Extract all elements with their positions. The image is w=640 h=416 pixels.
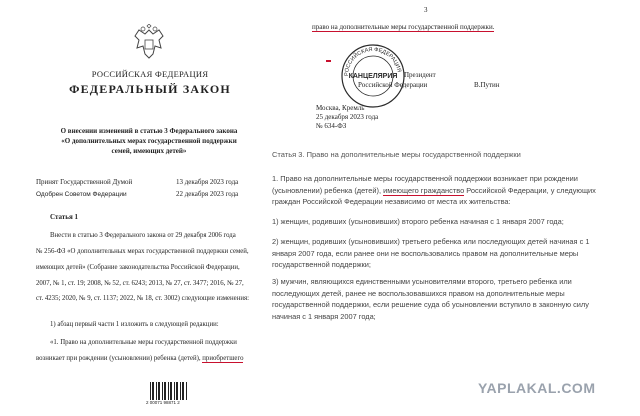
body-line: имеющих детей» (Собрание законодательства Российской Федерации,: [36, 264, 240, 271]
quote-line2: [36, 354, 258, 363]
president-label: Президент: [404, 71, 436, 79]
president-line2: Российской Федерации: [358, 81, 428, 89]
paragraph-1-line3: граждан Российской Федерации независимо от места их жительства:: [272, 197, 511, 206]
president-name: В.Путин: [474, 81, 500, 89]
barcode-number: 2 00071 98871 2: [146, 400, 180, 405]
highlighted-word: приобретшего: [202, 355, 244, 362]
paragraph-1-line2: [272, 185, 612, 197]
quote-line2-prefix: возникает при рождении (усыновлении) ребенка (детей),: [36, 355, 201, 362]
paragraph-1-suffix: Российской Федерации, у следующих: [466, 185, 596, 195]
item-1-text: 1) абзац первый части 1 изложить в следующей редакции:: [50, 321, 219, 328]
signing-date: 25 декабря 2023 года: [316, 113, 379, 121]
duma-date: 13 декабря 2023 года: [176, 178, 239, 186]
signing-place: Москва, Кремль: [316, 104, 365, 112]
law-type-heading: ФЕДЕРАЛЬНЫЙ ЗАКОН: [69, 82, 231, 96]
office-stamp-icon: [339, 42, 407, 110]
body-line: ст. 4235; 2020, № 9, ст. 1137; 2022, № 18, ст. 3002) следующие изменения:: [36, 295, 249, 302]
paragraph-3-line1: 2) женщин, родивших (усыновивших) третьего ребенка или последующих детей начиная с 1: [272, 237, 590, 246]
law-number: № 634-ФЗ: [316, 122, 347, 130]
top-line-text: право на дополнительные меры государственной поддержки.: [312, 23, 495, 31]
red-mark: [326, 60, 331, 62]
paragraph-3-line3: государственной поддержки;: [272, 260, 371, 269]
paragraph-1-line1: 1. Право на дополнительные меры государственной поддержки возникает при рождении: [272, 174, 578, 183]
paragraph-4-line3: государственной поддержки, если решение суда об усыновлении вступило в законную силу: [272, 300, 589, 309]
paragraph-4-line2: последующих детей, ранее не воспользовавшихся правом на дополнительные меры: [272, 288, 565, 298]
law-title-line1: О внесении изменений в статью 3 Федерального закона: [60, 127, 238, 135]
paragraph-4-line1: 3) мужчин, являющихся единственными усыновителями второго, третьего ребенка или: [272, 277, 572, 286]
council-date: 22 декабря 2023 года: [176, 190, 239, 198]
duma-label: Принят Государственной Думой: [36, 178, 133, 186]
paragraph-4-line4: начиная с 1 января 2007 года;: [272, 311, 376, 321]
double-headed-eagle-icon: [131, 24, 167, 64]
paragraph-2: 1) женщин, родивших (усыновивших) второго ребенка начиная с 1 января 2007 года;: [272, 217, 564, 226]
paragraph-1-prefix: (усыновлении) ребенка (детей),: [272, 185, 382, 195]
paragraph-3-line2: января 2007 года, если ранее они не воспользовались правом на дополнительные меры: [272, 248, 579, 258]
law-title-line2: «О дополнительных мерах государственной поддержки: [61, 137, 237, 145]
svg-text:РОССИЙСКАЯ ФЕДЕРАЦИЯ: [344, 47, 402, 76]
body-line: № 256-ФЗ «О дополнительных мерах государственной поддержки семей,: [36, 248, 249, 255]
stamp-ring-text: РОССИЙСКАЯ ФЕДЕРАЦИЯ: [343, 46, 402, 77]
council-label: Одобрен Советом Федерации: [36, 191, 127, 198]
barcode: [150, 382, 188, 400]
paragraph-4: [272, 276, 612, 322]
body-line: 2007, № 1, ст. 19; 2008, № 52, ст. 6243; 2013, № 27, ст. 3477; 2016, № 27,: [36, 280, 244, 287]
body-line: Внести в статью 3 Федерального закона от 29 декабря 2006 года: [50, 232, 236, 239]
quote-line1: «1. Право на дополнительные меры государственной поддержки: [50, 339, 237, 346]
highlighted-phrase: имеющего гражданство: [383, 185, 465, 195]
top-line: [312, 23, 494, 32]
site-watermark: YAPLAKAL.COM: [478, 380, 596, 396]
paragraph-3: [272, 236, 612, 271]
paragraph-1: [272, 173, 612, 208]
country-name: РОССИЙСКАЯ ФЕДЕРАЦИЯ: [91, 69, 209, 79]
stamp-text: КАНЦЕЛЯРИЯ: [348, 73, 398, 80]
law-title-line3: семей, имеющих детей»: [111, 147, 187, 155]
article-1-heading: Статья 1: [50, 213, 78, 221]
page-number: 3: [424, 6, 428, 14]
article-3-title: Статья 3. Право на дополнительные меры государственной поддержки: [272, 150, 521, 159]
